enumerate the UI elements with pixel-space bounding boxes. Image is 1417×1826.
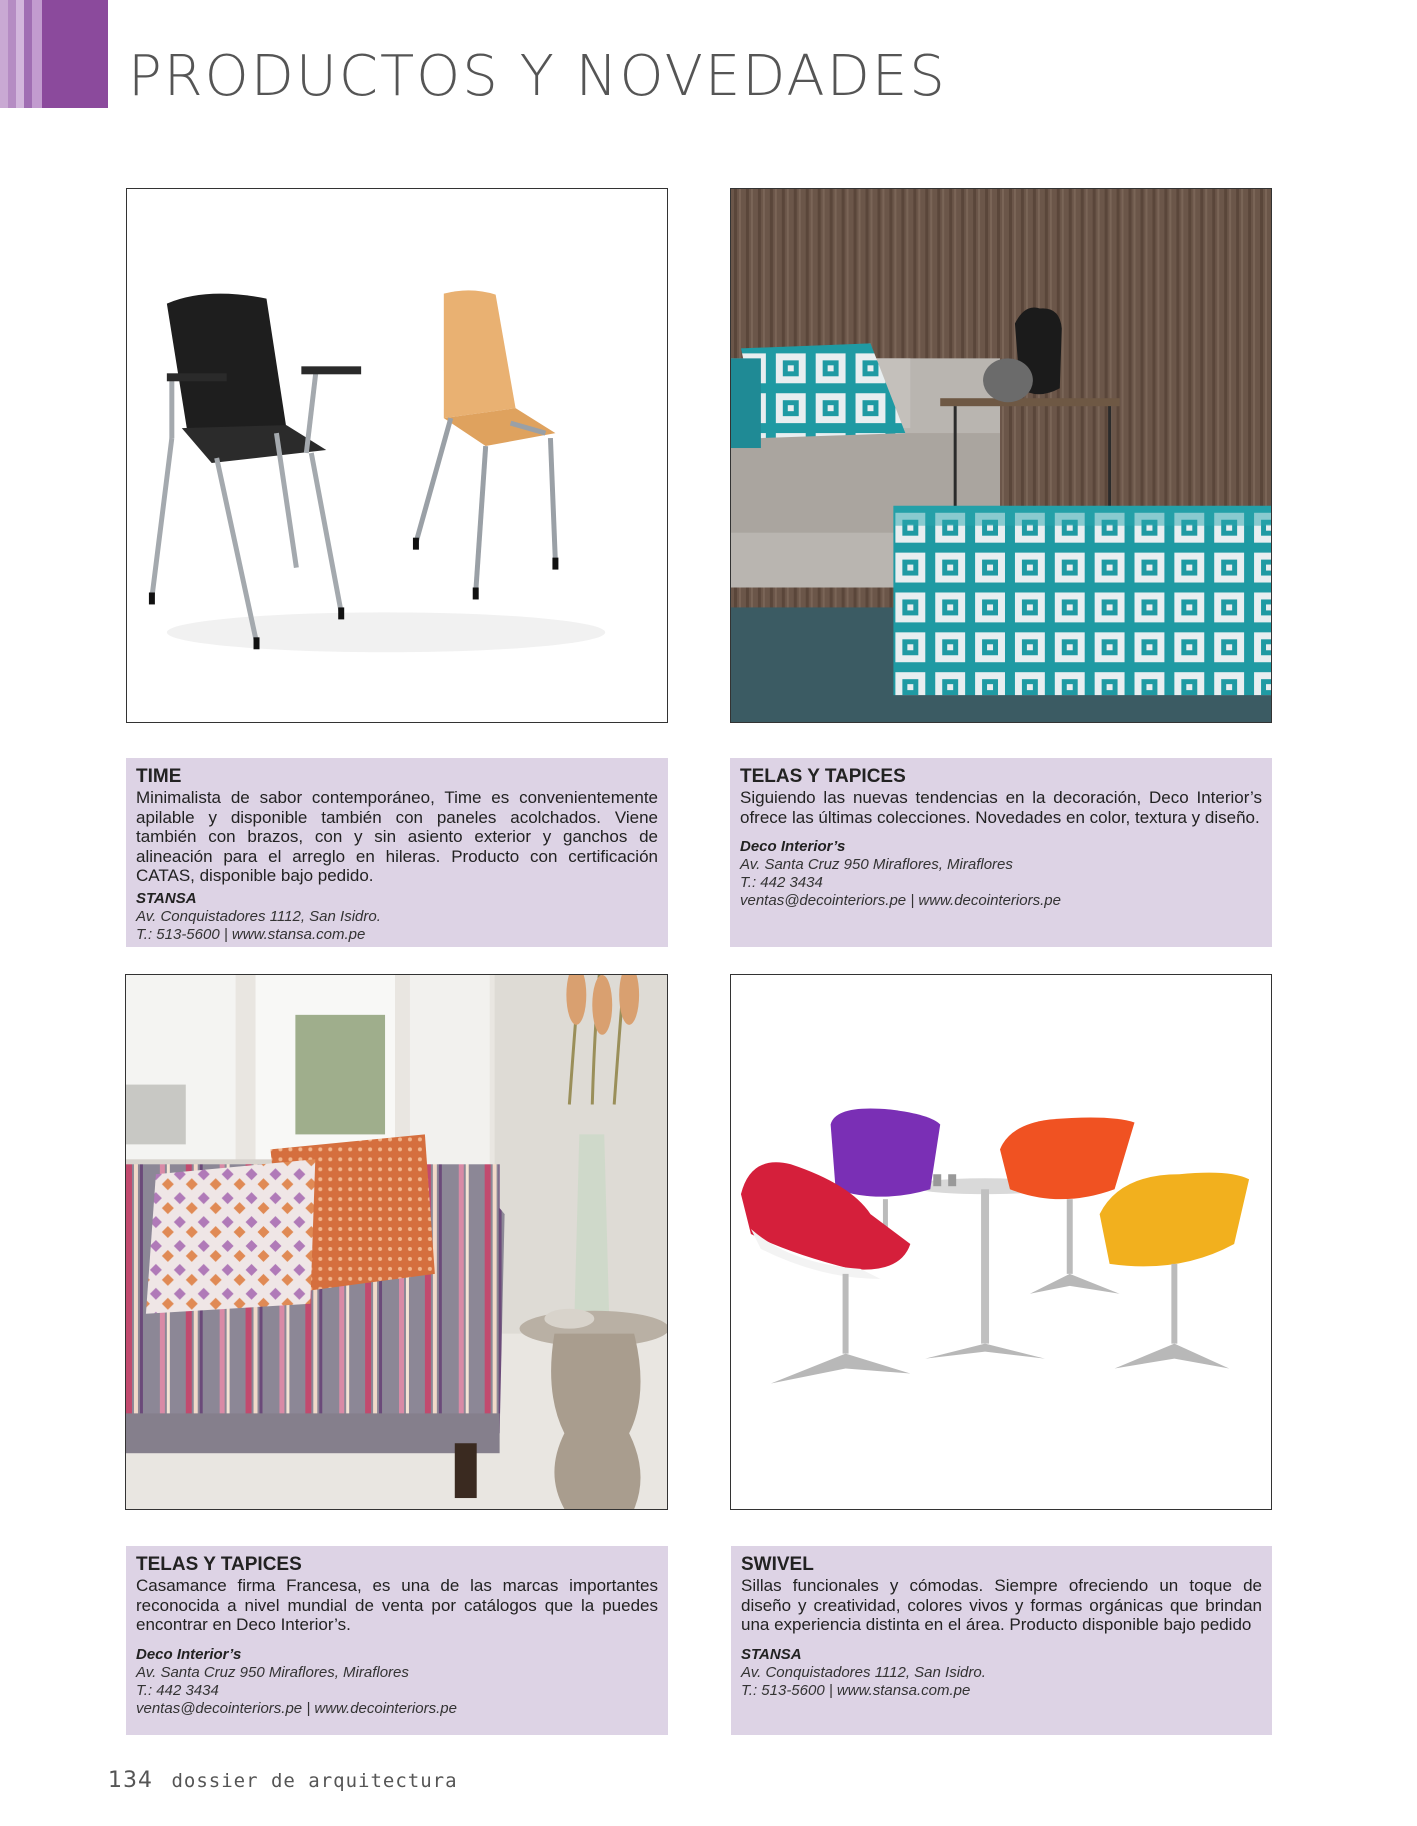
- product-title: SWIVEL: [741, 1554, 814, 1575]
- company-address: Av. Conquistadores 1112, San Isidro.: [741, 1663, 986, 1681]
- company-contact: T.: 513-5600 | www.stansa.com.pe: [136, 925, 366, 943]
- product-description: Minimalista de sabor contemporáneo, Time es convenientemente apilable y disponible también con paneles acolchados. Viene también con brazos, con y sin asiento exterior y ganchos de alineación para el arreglo en hileras. Producto con certificación CATAS, disponible bajo pedido.: [136, 788, 658, 885]
- company-contact: ventas@decointeriors.pe | www.decointeriors.pe: [740, 892, 1061, 909]
- product-title: TELAS Y TAPICES: [740, 766, 906, 787]
- product-image-swivel-chairs: [730, 974, 1272, 1510]
- product-info-telas-2: [126, 1546, 668, 1735]
- page-number: 134: [108, 1768, 153, 1793]
- product-info-telas-1: [730, 758, 1272, 947]
- company-address: Av. Santa Cruz 950 Miraflores, Miraflores: [740, 856, 1013, 873]
- product-image-telas-sofa: [125, 974, 668, 1510]
- company-phone: T.: 442 3434: [740, 874, 823, 891]
- company-name: STANSA: [741, 1645, 802, 1663]
- page-footer: [108, 1768, 458, 1793]
- company-name: STANSA: [136, 889, 197, 907]
- product-image-telas-ottoman: [730, 188, 1272, 723]
- product-description: Sillas funcionales y cómodas. Siempre ofreciendo un toque de diseño y creatividad, colores vivos y formas orgánicas que brindan una experiencia distinta en el área. Producto disponible bajo pedido: [741, 1576, 1262, 1634]
- product-description: Casamance firma Francesa, es una de las marcas importantes reconocida a nivel mundial de venta por catálogos que la puedes encontrar en Deco Interior’s.: [136, 1576, 658, 1634]
- company-name: Deco Interior’s: [740, 838, 846, 855]
- company-contact: ventas@decointeriors.pe | www.decointeriors.pe: [136, 1699, 457, 1717]
- company-address: Av. Santa Cruz 950 Miraflores, Miraflores: [136, 1663, 409, 1681]
- product-title: TIME: [136, 766, 182, 787]
- company-phone: T.: 442 3434: [136, 1681, 219, 1699]
- product-info-swivel: [731, 1546, 1272, 1735]
- header-accent-bar: [0, 0, 108, 108]
- company-address: Av. Conquistadores 1112, San Isidro.: [136, 907, 381, 925]
- page-title: PRODUCTOS Y NOVEDADES: [128, 44, 947, 109]
- product-image-time-chairs: [126, 188, 668, 723]
- company-contact: T.: 513-5600 | www.stansa.com.pe: [741, 1681, 971, 1699]
- product-title: TELAS Y TAPICES: [136, 1554, 302, 1575]
- magazine-name: dossier de arquitectura: [171, 1770, 458, 1792]
- company-name: Deco Interior’s: [136, 1645, 242, 1663]
- product-description: Siguiendo las nuevas tendencias en la decoración, Deco Interior’s ofrece las últimas colecciones. Novedades en color, textura y diseño.: [740, 788, 1262, 827]
- product-info-time: [126, 758, 668, 947]
